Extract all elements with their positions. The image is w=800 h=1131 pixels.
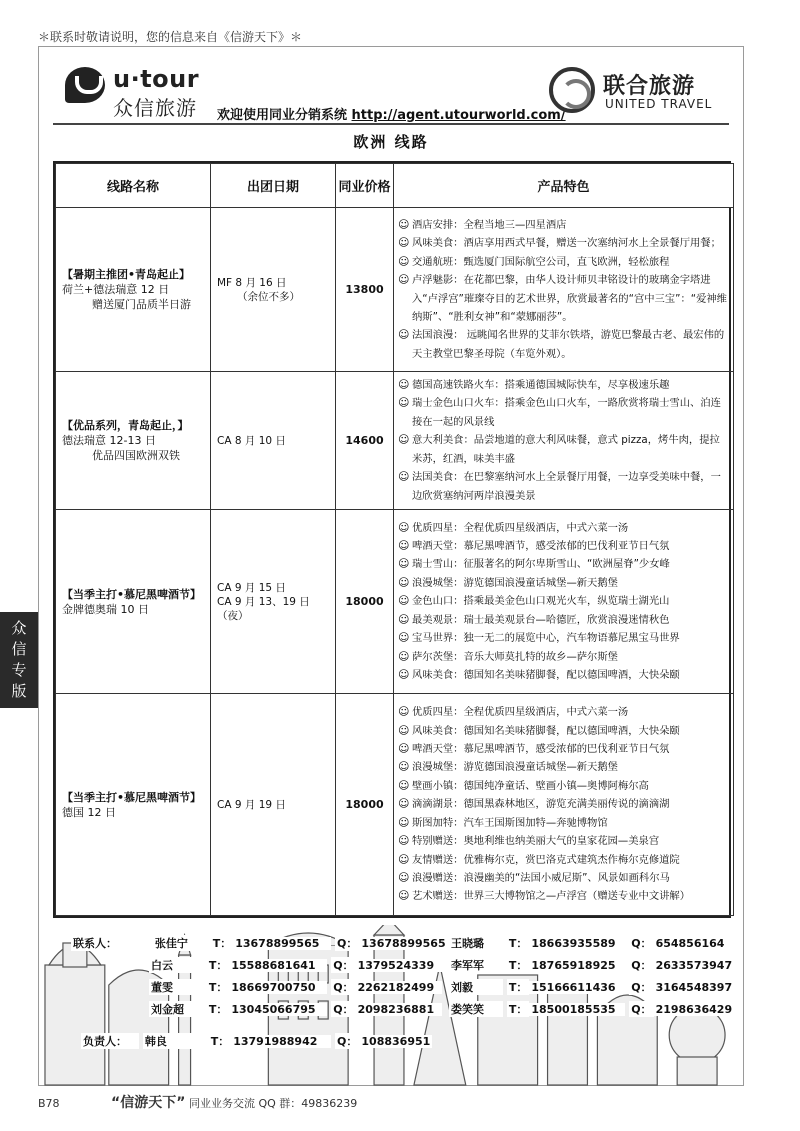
- route-name-cell: [56, 510, 211, 694]
- feature-item: ☺ 交通航班：甄选厦门国际航空公司，直飞欧洲，轻松旅程: [398, 253, 729, 271]
- manager-label: 负责人：: [81, 1033, 139, 1049]
- contact-qq: 2098236881: [356, 1003, 442, 1016]
- contact-name: 董雯: [149, 979, 203, 995]
- feature-item: ☺ 瑞士金色山口火车：搭乘金色山口火车，一路欣赏将瑞士雪山、泊连接在一起的风景线: [398, 394, 729, 431]
- contact-row: [449, 935, 726, 951]
- date-cell: [211, 510, 336, 694]
- phone-label: T：: [508, 937, 528, 950]
- contact-name: 张佳宁: [153, 935, 207, 951]
- contact-qq: 13678899565: [361, 937, 446, 950]
- qq-label: Q：: [631, 1003, 652, 1016]
- price-cell: 14600: [336, 372, 394, 510]
- contact-name: 王晓璐: [449, 935, 503, 951]
- price-cell: 13800: [336, 208, 394, 372]
- united-travel-name: 联合旅游: [603, 74, 696, 99]
- route-name-cell: [56, 694, 211, 916]
- contact-name: 刘毅: [449, 979, 503, 995]
- phone-label: T：: [210, 1035, 230, 1048]
- manager-row: [81, 1033, 432, 1049]
- page-frame: [38, 46, 744, 1086]
- feature-item: ☺ 优质四星：全程优质四星级酒店，中式六菜一汤: [398, 519, 729, 537]
- date-line-1: CA 8 月 10 日: [217, 434, 286, 447]
- agent-url-link[interactable]: http://agent.utourworld.com/: [351, 108, 566, 123]
- contact-name: 刘金超: [149, 1001, 203, 1017]
- features-cell: [394, 694, 734, 916]
- contact-qq: 1379524339: [356, 959, 442, 972]
- contact-qq: 2198636429: [655, 1003, 733, 1016]
- table-row: [56, 208, 734, 372]
- feature-item: ☺ 滴滴湖景：德国黑森林地区，游览充满美丽传说的滴滴湖: [398, 795, 729, 813]
- contacts-label: 联系人：: [71, 935, 149, 951]
- route-sub: 德法瑞意 12-13 日: [62, 434, 156, 447]
- route-sub: 德国 12 日: [62, 805, 116, 819]
- contact-name: 李军军: [449, 957, 503, 973]
- footer-text: 同业业务交流 QQ 群：49836239: [188, 1097, 358, 1110]
- feature-item: ☺ 浪漫城堡：游览德国浪漫童话城堡—新天鹅堡: [398, 758, 729, 776]
- table-row: [56, 372, 734, 510]
- date-line-1: CA 9 月 15 日: [217, 581, 286, 594]
- welcome-text: 欢迎使用同业分销系统: [217, 108, 348, 123]
- feature-item: ☺ 酒店安排：全程当地三—四星酒店: [398, 216, 729, 234]
- feature-item: ☺ 金色山口：搭乘最美金色山口观光火车，纵览瑞士湖光山: [398, 592, 729, 610]
- contact-phone: 18663935589: [529, 937, 625, 950]
- contact-phone: 18669700750: [229, 981, 327, 994]
- phone-label: T：: [508, 1003, 528, 1016]
- qq-label: Q：: [337, 937, 358, 950]
- phone-label: T：: [508, 981, 528, 994]
- contact-row: [149, 979, 442, 995]
- route-name-cell: [56, 372, 211, 510]
- utour-logo-icon: [65, 67, 105, 103]
- feature-item: ☺ 风味美食：德国知名美味猪脚餐，配以德国啤酒，大快朵颐: [398, 722, 729, 740]
- route-label: 【当季主打•慕尼黑啤酒节】: [62, 790, 202, 804]
- qq-label: Q：: [631, 981, 652, 994]
- feature-item: ☺ 萨尔茨堡：音乐大师莫扎特的故乡—萨尔斯堡: [398, 648, 729, 666]
- qq-label: Q：: [631, 959, 652, 972]
- price-cell: 18000: [336, 510, 394, 694]
- feature-item: ☺ 浪漫赠送：浪漫幽美的“法国小威尼斯”、风景如画科尔马: [398, 869, 729, 887]
- contact-phone: 15166611436: [529, 981, 625, 994]
- qq-label: Q：: [631, 937, 652, 950]
- top-note: ＊联系时敬请说明，您的信息来自《信游天下》＊: [38, 30, 303, 44]
- manager-phone: 13791988942: [231, 1035, 331, 1048]
- table-row: [56, 510, 734, 694]
- route-sub: 荷兰+德法瑞意 12 日: [62, 283, 170, 296]
- contact-row: [449, 1001, 734, 1017]
- contact-qq: 2633573947: [655, 959, 733, 972]
- features-cell: [394, 372, 734, 510]
- feature-item: ☺ 德国高速铁路火车：搭乘通德国城际快车，尽享极速乐趣: [398, 376, 729, 394]
- route-extra: 优品四国欧洲双铁: [92, 449, 180, 462]
- contact-phone: 13678899565: [233, 937, 331, 950]
- date-cell: [211, 208, 336, 372]
- utour-brand-cn: 众信旅游: [113, 96, 197, 120]
- route-label: 【当季主打•慕尼黑啤酒节】: [62, 587, 202, 601]
- header-departure-date: 出团日期: [211, 164, 336, 208]
- phone-label: T：: [208, 1003, 228, 1016]
- feature-item: ☺ 风味美食：德国知名美味猪脚餐，配以德国啤酒，大快朵颐: [398, 666, 729, 684]
- feature-item: ☺ 友情赠送：优雅梅尔克，赏巴洛克式建筑杰作梅尔克修道院: [398, 851, 729, 869]
- contact-row: [449, 957, 734, 973]
- feature-item: ☺ 最美观景：瑞士最美观景台—哈德匠，欣赏浪漫迷情秋色: [398, 611, 729, 629]
- contact-row: [71, 935, 445, 951]
- route-extra: 赠送厦门品质半日游: [92, 298, 191, 311]
- header-features: 产品特色: [394, 164, 734, 208]
- feature-item: ☺ 瑞士雪山：征服著名的阿尔卑斯雪山、“欧洲屋脊”少女峰: [398, 555, 729, 573]
- utour-logo: [65, 65, 235, 119]
- table-header-row: [56, 164, 734, 208]
- price-cell: 18000: [336, 694, 394, 916]
- date-cell: [211, 372, 336, 510]
- footer-title: “信游天下”: [111, 1095, 186, 1111]
- feature-item: ☺ 啤酒天堂：慕尼黑啤酒节，感受浓郁的巴伐利亚节日气氛: [398, 537, 729, 555]
- feature-item: ☺ 卢浮魅影：在花都巴黎，由华人设计师贝聿铭设计的玻璃金字塔进入“卢浮宫”璀璨夺目的艺术世界，欣赏最著名的“宫中三宝”：“爱神维纳斯”、“胜利女神”和“蒙娜丽莎”。: [398, 271, 729, 326]
- page-number: B78: [38, 1097, 60, 1110]
- manager-qq: 108836951: [361, 1035, 431, 1048]
- phone-label: T：: [212, 937, 232, 950]
- features-cell: [394, 510, 734, 694]
- utour-brand: u·tour: [113, 65, 200, 93]
- route-label: 【暑期主推团•青岛起止】: [62, 268, 191, 281]
- feature-item: ☺ 特别赠送：奥地利维也纳美丽大气的皇家花园—美泉宫: [398, 832, 729, 850]
- section-title: 欧洲 线路: [353, 133, 429, 151]
- header: [39, 47, 743, 127]
- contact-qq: 2262182499: [356, 981, 442, 994]
- contact-name: 白云: [149, 957, 203, 973]
- united-travel-logo: [549, 67, 717, 119]
- feature-item: ☺ 斯图加特：汽车王国斯图加特—奔驰博物馆: [398, 814, 729, 832]
- side-tab-label: 众信专版: [11, 619, 27, 700]
- feature-item: ☺ 意大利美食：品尝地道的意大利风味餐，意式 pizza，烤牛肉，提拉米苏，红酒，味美丰盛: [398, 431, 729, 468]
- contact-name: 娄笑笑: [449, 1001, 503, 1017]
- route-label: 【优品系列，青岛起止，】: [62, 419, 189, 432]
- date-cell: [211, 694, 336, 916]
- united-travel-name-en: UNITED TRAVEL: [605, 97, 713, 111]
- united-travel-logo-icon: [549, 67, 595, 113]
- contact-phone: 18500185535: [529, 1003, 625, 1016]
- date-line-1: CA 9 月 19 日: [217, 798, 286, 811]
- phone-label: T：: [208, 981, 228, 994]
- header-divider: [53, 123, 729, 125]
- date-line-2: （余位不多）: [237, 290, 300, 303]
- feature-item: ☺ 风味美食：酒店享用西式早餐，赠送一次塞纳河水上全景餐厅用餐；: [398, 234, 729, 252]
- contact-row: [149, 1001, 442, 1017]
- contact-row: [149, 957, 442, 973]
- header-price: 同业价格: [336, 164, 394, 208]
- contact-phone: 13045066795: [229, 1003, 327, 1016]
- contact-qq: 3164548397: [655, 981, 733, 994]
- qq-label: Q：: [333, 1003, 354, 1016]
- phone-label: T：: [208, 959, 228, 972]
- contact-row: [449, 979, 734, 995]
- route-table: [53, 161, 731, 918]
- footer: [38, 1092, 357, 1112]
- feature-item: ☺ 优质四星：全程优质四星级酒店，中式六菜一汤: [398, 703, 729, 721]
- manager-name: 韩良: [143, 1033, 205, 1049]
- table-row: [56, 694, 734, 916]
- welcome-line: [217, 104, 566, 123]
- feature-item: ☺ 艺术赠送：世界三大博物馆之—卢浮宫（赠送专业中文讲解）: [398, 887, 729, 905]
- contact-phone: 15588681641: [229, 959, 327, 972]
- phone-label: T：: [508, 959, 528, 972]
- contacts-section: [39, 925, 743, 1087]
- route-name-cell: [56, 208, 211, 372]
- feature-item: ☺ 法国美食：在巴黎塞纳河水上全景餐厅用餐，一边享受美味中餐，一边欣赏塞纳河两岸浪漫美景: [398, 468, 729, 505]
- feature-item: ☺ 壁画小镇：德国纯净童话、壁画小镇—奥博阿梅尔高: [398, 777, 729, 795]
- route-sub: 金牌德奥瑞 10 日: [62, 602, 149, 616]
- feature-item: ☺ 啤酒天堂：慕尼黑啤酒节，感受浓郁的巴伐利亚节日气氛: [398, 740, 729, 758]
- date-line-1: MF 8 月 16 日: [217, 276, 287, 289]
- features-cell: [394, 208, 734, 372]
- side-tab: [0, 612, 38, 708]
- contact-phone: 18765918925: [529, 959, 625, 972]
- qq-label: Q：: [333, 959, 354, 972]
- feature-item: ☺ 宝马世界：独一无二的展览中心，汽车物语慕尼黑宝马世界: [398, 629, 729, 647]
- header-route-name: 线路名称: [56, 164, 211, 208]
- feature-item: ☺ 浪漫城堡：游览德国浪漫童话城堡—新天鹅堡: [398, 574, 729, 592]
- qq-label: Q：: [337, 1035, 358, 1048]
- feature-item: ☺ 法国浪漫： 远眺闻名世界的艾菲尔铁塔，游览巴黎最古老、最宏伟的天主教堂巴黎圣母院（车览外观）。: [398, 326, 729, 363]
- contact-qq: 654856164: [655, 937, 725, 950]
- date-line-2: CA 9 月 13、19 日（夜）: [217, 595, 310, 622]
- qq-label: Q：: [333, 981, 354, 994]
